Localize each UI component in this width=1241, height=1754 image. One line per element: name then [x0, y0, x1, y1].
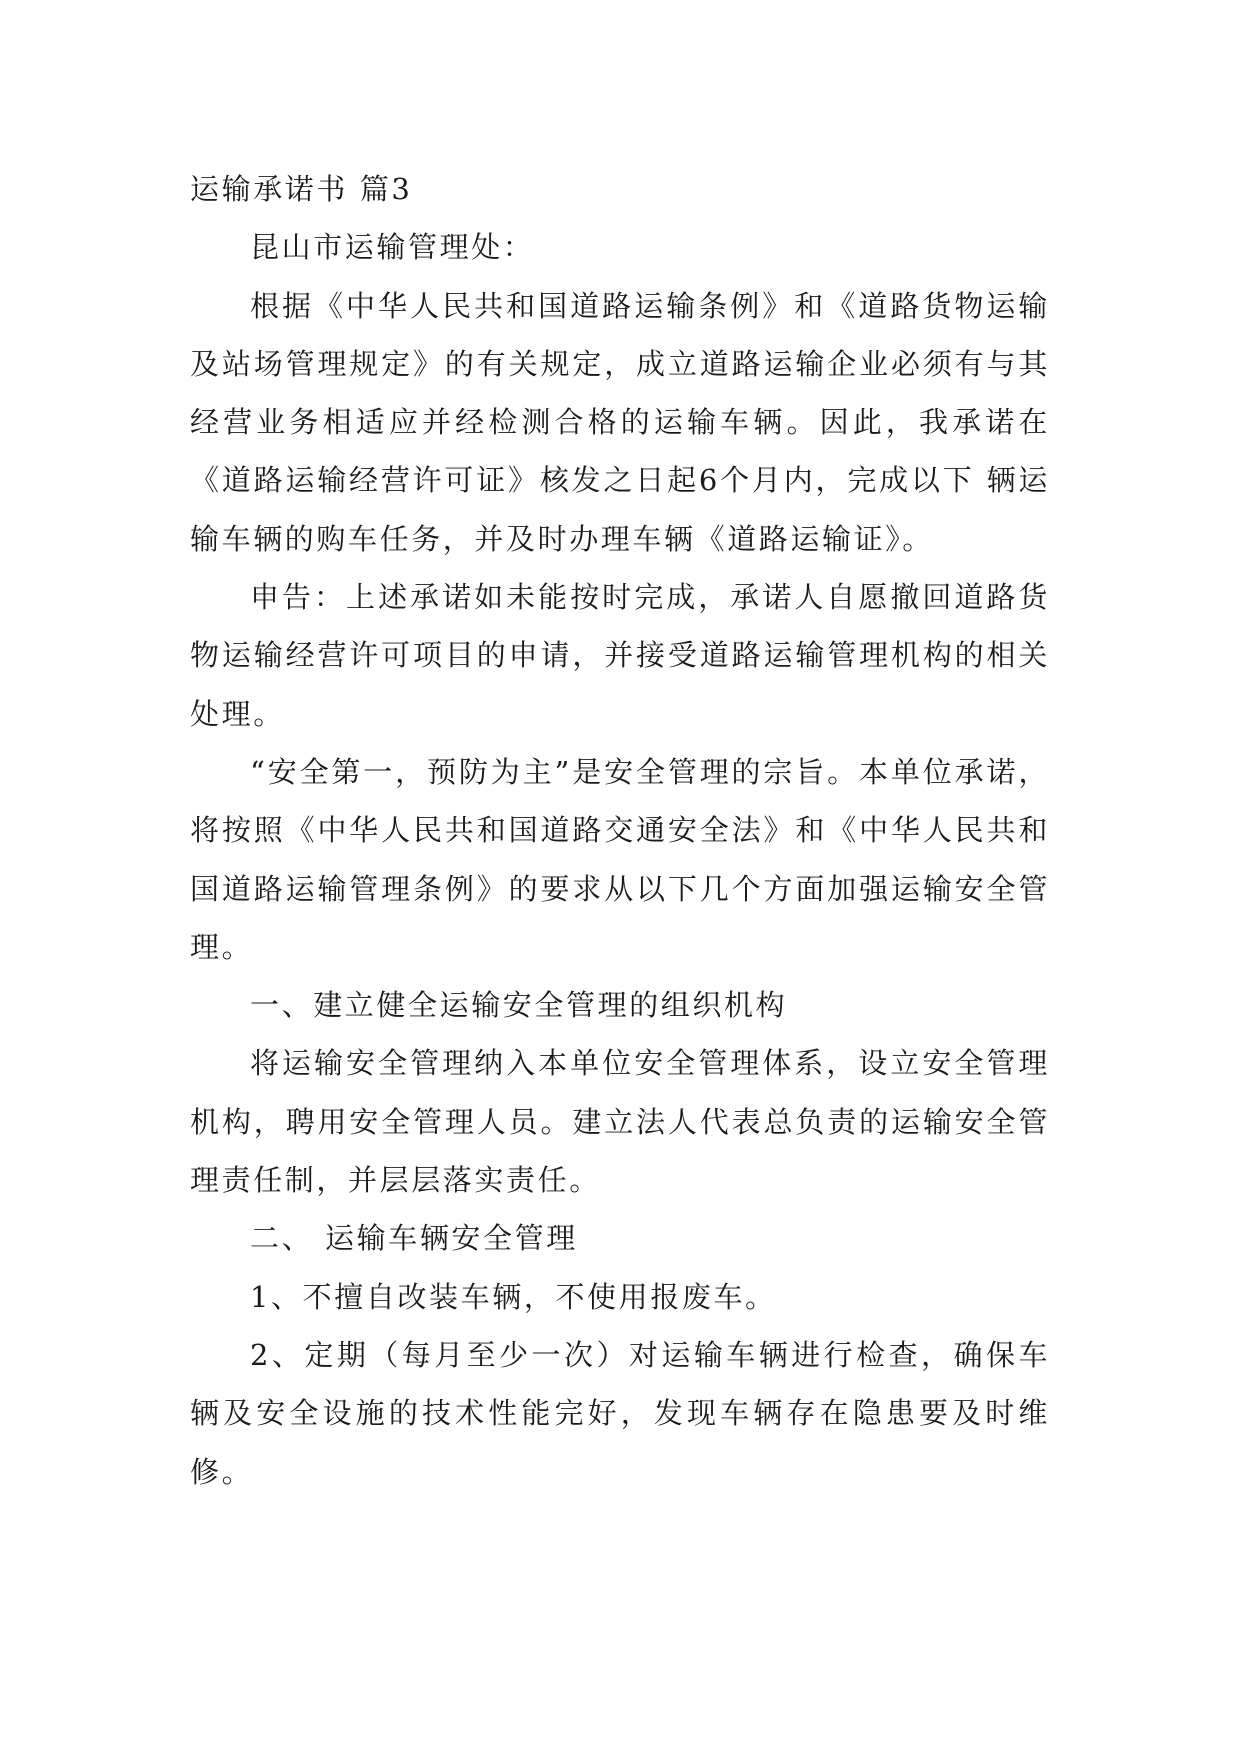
list-item-2: 2、定期（每月至少一次）对运输车辆进行检查，确保车辆及安全设施的技术性能完好，发现车辆存在隐患要及时维修。 — [190, 1337, 1050, 1489]
document-body — [190, 160, 1050, 1501]
addressee: 昆山市运输管理处： — [250, 230, 535, 265]
section-heading-organization: 一、建立健全运输安全管理的组织机构 — [250, 988, 788, 1023]
paragraph-safety-principle: “安全第一，预防为主”是安全管理的宗旨。本单位承诺，将按照《中华人民共和国道路交通安全法》和《中华人民共和国道路运输管理条例》的要求从以下几个方面加强运输安全管理。 — [190, 754, 1050, 964]
paragraph-declaration: 申告：上述承诺如未能按时完成，承诺人自愿撤回道路货物运输经营许可项目的申请，并接受道路运输管理机构的相关处理。 — [190, 580, 1050, 731]
paragraph-organization: 将运输安全管理纳入本单位安全管理体系，设立安全管理机构，聘用安全管理人员。建立法人代表总负责的运输安全管理责任制，并层层落实责任。 — [190, 1046, 1050, 1198]
section-heading-vehicle: 二、 运输车辆安全管理 — [250, 1221, 578, 1256]
document-title: 运输承诺书 篇3 — [190, 172, 413, 206]
paragraph-commitment: 根据《中华人民共和国道路运输条例》和《道路货物运输及站场管理规定》的有关规定，成立道路运输企业必须有与其经营业务相适应并经检测合格的运输车辆。因此，我承诺在《道路运输经营许可证》核发之日起6个月内，完成以下 辆运输车辆的购车任务，并及时办理车辆《道路运输证》。 — [190, 288, 1050, 556]
list-item-1: 1、不擅自改装车辆，不使用报废车。 — [250, 1279, 777, 1314]
